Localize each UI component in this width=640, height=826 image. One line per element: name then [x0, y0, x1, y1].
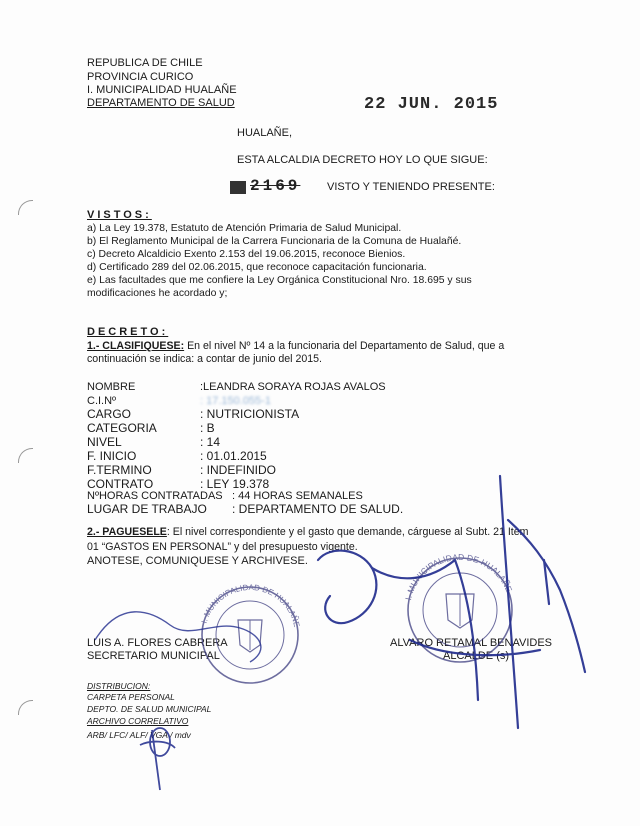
- vistos-item: b) El Reglamento Municipal de la Carrera Funcionaria de la Comuna de Hualañé.: [87, 236, 462, 247]
- field-label: NºHORAS CONTRATADAS: [87, 490, 223, 502]
- field-label: C.I.Nº: [87, 395, 117, 407]
- clause-1-text: En el nivel Nº 14 a la funcionaria del Departamento de Salud, que a: [184, 340, 505, 352]
- intro-line: ESTA ALCALDIA DECRETO HOY LO QUE SIGUE:: [237, 154, 488, 166]
- received-date-stamp: 22 JUN. 2015: [364, 95, 499, 114]
- field-label: CARGO: [87, 407, 132, 421]
- secretary-signature: [95, 612, 261, 662]
- field-value: : B: [200, 421, 215, 435]
- typist-initials: ARB/ LFC/ ALF/ VGA / mdv: [87, 730, 191, 740]
- mayor-signature: [318, 476, 585, 728]
- field-label: F.TERMINO: [87, 463, 152, 477]
- field-value: : LEY 19.378: [200, 477, 270, 491]
- field-value-redacted: : 17.150.055-1: [200, 395, 271, 407]
- seal-text: I. MUNICIPALIDAD DE HUALAÑE: [199, 582, 302, 628]
- decreto-heading: DECRETO:: [87, 326, 169, 338]
- letterhead-line: I. MUNICIPALIDAD HUALAÑE: [87, 84, 237, 96]
- field-value: : 01.01.2015: [200, 449, 267, 463]
- distribution-heading: DISTRIBUCION:: [87, 681, 151, 691]
- distribution-item: CARPETA PERSONAL: [87, 692, 175, 702]
- vistos-item: a) La Ley 19.378, Estatuto de Atención Primaria de Salud Municipal.: [87, 223, 402, 234]
- mayor-name: ALVARO RETAMAL BENAVIDES: [390, 637, 552, 649]
- field-value: : 14: [200, 435, 221, 449]
- field-value: : DEPARTAMENTO DE SALUD.: [232, 502, 404, 516]
- field-label: CONTRATO: [87, 477, 154, 491]
- seal-text: I. MUNICIPALIDAD DE HUALAÑE: [403, 551, 515, 602]
- clause-1-label: 1.- CLASIFIQUESE:: [87, 340, 185, 352]
- mayor-title: ALCALDE (s): [443, 650, 510, 662]
- secretary-title: SECRETARIO MUNICIPAL: [87, 650, 220, 662]
- vistos-item: d) Certificado 289 del 02.06.2015, que reconoce capacitación funcionaria.: [87, 262, 427, 273]
- field-label: NOMBRE: [87, 381, 136, 393]
- secretary-name: LUIS A. FLORES CABRERA: [87, 637, 228, 649]
- field-value: : 44 HORAS SEMANALES: [232, 490, 363, 502]
- letterhead-line: PROVINCIA CURICO: [87, 71, 194, 83]
- letterhead-department: DEPARTAMENTO DE SALUD: [87, 97, 235, 109]
- field-label: LUGAR DE TRABAJO: [87, 502, 207, 516]
- decree-number: 2169: [250, 177, 301, 195]
- field-value: : NUTRICIONISTA: [200, 407, 300, 421]
- clause-1-text-cont: continuación se indica: a contar de junio del 2015.: [87, 353, 322, 365]
- city-line: HUALAÑE,: [237, 127, 293, 139]
- clause-2-text-cont: 01 “GASTOS EN PERSONAL” y del presupuesto vigente.: [87, 541, 358, 553]
- field-value: : INDEFINIDO: [200, 463, 277, 477]
- vistos-heading: VISTOS:: [87, 209, 152, 221]
- clause-2-text: : El nivel correspondiente y el gasto que demande, cárguese al Subt. 21 Item: [166, 526, 529, 538]
- vistos-item: e) Las facultades que me confiere la Ley Orgánica Constitucional Nro. 18.695 y sus: [87, 275, 472, 286]
- field-label: NIVEL: [87, 435, 122, 449]
- letterhead-line: REPUBLICA DE CHILE: [87, 57, 203, 69]
- closing-line: ANOTESE, COMUNIQUESE Y ARCHIVESE.: [87, 555, 308, 567]
- distribution-item: DEPTO. DE SALUD MUNICIPAL: [87, 704, 212, 714]
- field-label: CATEGORIA: [87, 421, 157, 435]
- vistos-item: modificaciones he acordado y;: [87, 288, 228, 299]
- field-label: F. INICIO: [87, 449, 137, 463]
- clause-2-label: 2.- PAGUESELE: [87, 526, 167, 538]
- visto-line: VISTO Y TENIENDO PRESENTE:: [327, 181, 495, 193]
- field-value: :LEANDRA SORAYA ROJAS AVALOS: [200, 381, 386, 393]
- distribution-item: ARCHIVO CORRELATIVO: [87, 716, 189, 726]
- vistos-item: c) Decreto Alcaldicio Exento 2.153 del 19.06.2015, reconoce Bienios.: [87, 249, 406, 260]
- initials-signature: [140, 728, 175, 790]
